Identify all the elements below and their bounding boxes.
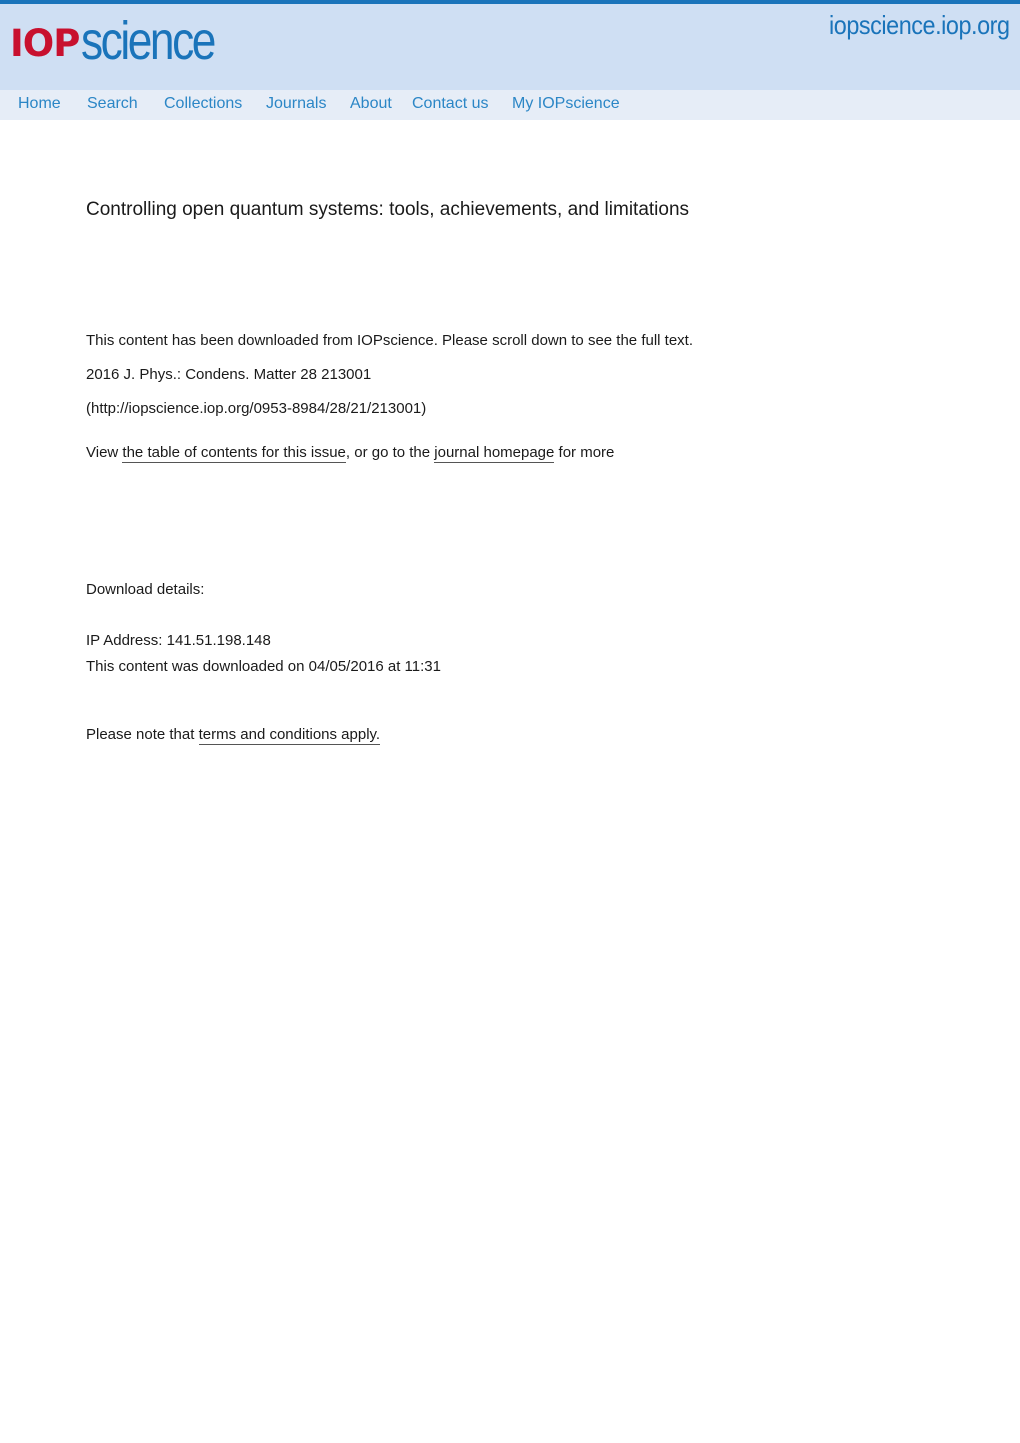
citation: 2016 J. Phys.: Condens. Matter 28 213001 bbox=[86, 366, 372, 383]
nav-contact-us[interactable]: Contact us bbox=[412, 95, 489, 112]
nav-my-iopscience[interactable]: My IOPscience bbox=[512, 95, 620, 112]
article-url: (http://iopscience.iop.org/0953-8984/28/21/213001) bbox=[86, 400, 427, 417]
logo-science-text: science bbox=[81, 11, 215, 71]
view-prefix: View bbox=[86, 444, 123, 461]
main-nav bbox=[0, 90, 1020, 120]
ip-address: IP Address: 141.51.198.148 bbox=[86, 632, 271, 649]
nav-search[interactable]: Search bbox=[87, 95, 138, 112]
download-notice: This content has been downloaded from IOPscience. Please scroll down to see the full text. bbox=[86, 332, 694, 349]
nav-collections[interactable]: Collections bbox=[164, 95, 243, 112]
journal-homepage-link[interactable]: journal homepage bbox=[434, 444, 555, 461]
download-date: This content was downloaded on 04/05/2016 at 11:31 bbox=[86, 658, 441, 675]
logo-iop-text: IOP bbox=[10, 22, 80, 65]
nav-journals[interactable]: Journals bbox=[266, 95, 327, 112]
toc-link[interactable]: the table of contents for this issue bbox=[122, 444, 346, 461]
iopscience-logo[interactable] bbox=[10, 8, 243, 71]
view-more-line bbox=[86, 444, 614, 461]
nav-about[interactable]: About bbox=[350, 95, 392, 112]
article-title: Controlling open quantum systems: tools, achievements, and limitations bbox=[86, 199, 690, 220]
site-header bbox=[0, 0, 1020, 90]
view-middle: , or go to the bbox=[345, 444, 435, 461]
nav-home[interactable]: Home bbox=[18, 95, 61, 112]
terms-prefix: Please note that bbox=[86, 726, 199, 743]
terms-line bbox=[86, 726, 380, 743]
view-suffix: for more bbox=[554, 444, 615, 461]
download-details-heading: Download details: bbox=[86, 581, 205, 598]
terms-link[interactable]: terms and conditions apply. bbox=[198, 726, 381, 743]
site-url[interactable]: iopscience.iop.org bbox=[829, 10, 1010, 40]
